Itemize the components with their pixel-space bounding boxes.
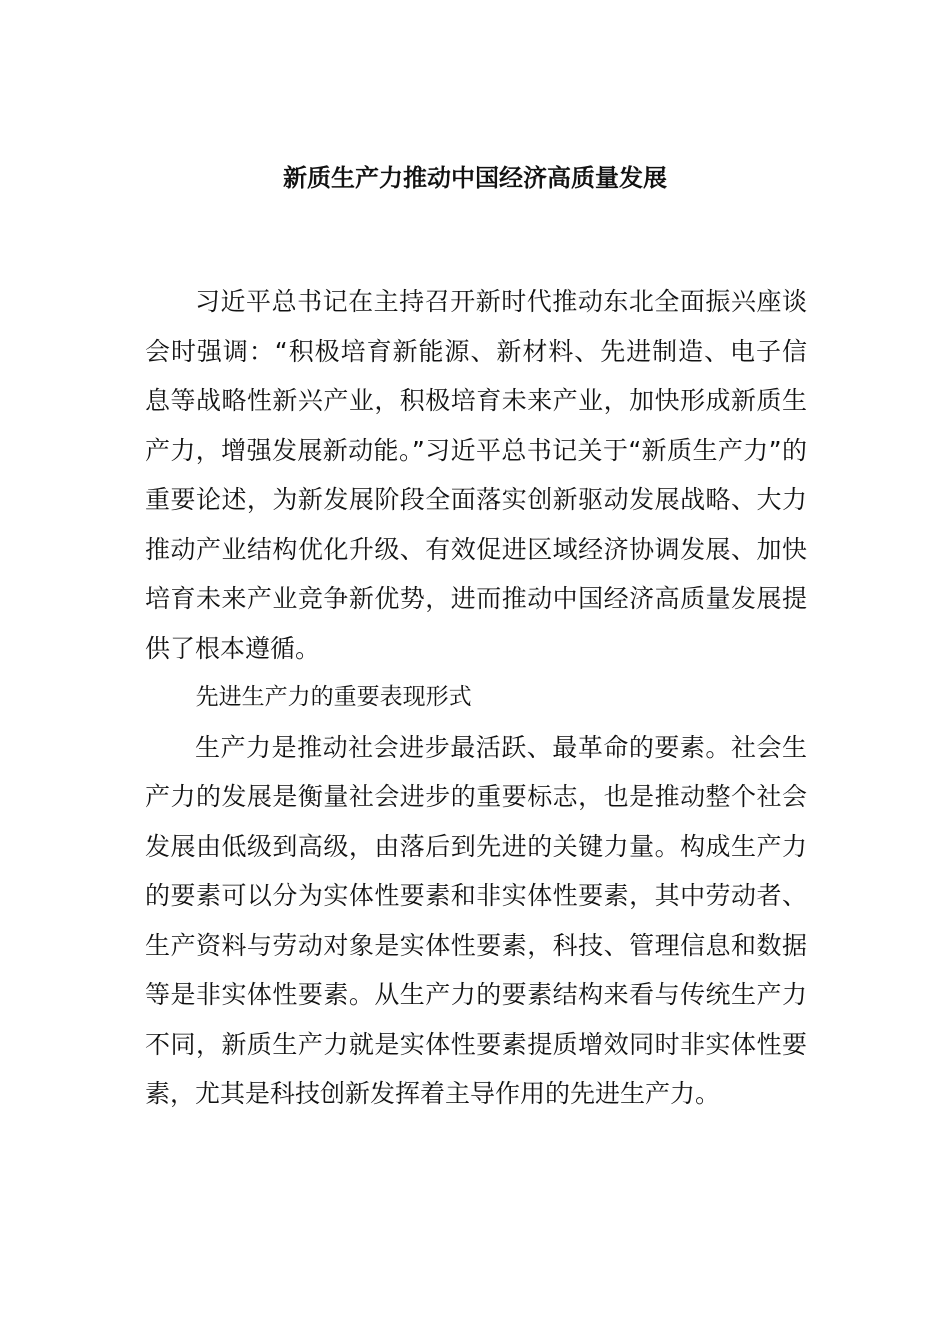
section-heading: 先进生产力的重要表现形式: [195, 684, 472, 710]
document-title: 新质生产力推动中国经济高质量发展: [283, 164, 667, 192]
paragraph-intro: 习近平总书记在主持召开新时代推动东北全面振兴座谈会时强调：“积极培育新能源、新材料、先进制造、电子信息等战略性新兴产业，积极培育未来产业，加快形成新质生产力，增强发展新动能。”习近平总书记关于“新质生产力”的重要论述，为新发展阶段全面落实创新驱动发展战略、大力推动产业结构优化升级、有效促进区域经济协调发展、加快培育未来产业竞争新优势，进而推动中国经济高质量发展提供了根本遵循。: [145, 287, 807, 663]
paragraph-productivity: 生产力是推动社会进步最活跃、最革命的要素。社会生产力的发展是衡量社会进步的重要标志，也是推动整个社会发展由低级到高级，由落后到先进的关键力量。构成生产力的要素可以分为实体性要素和非实体性要素，其中劳动者、生产资料与劳动对象是实体性要素，科技、管理信息和数据等是非实体性要素。从生产力的要素结构来看与传统生产力不同，新质生产力就是实体性要素提质增效同时非实体性要素，尤其是科技创新发挥着主导作用的先进生产力。: [145, 732, 807, 1108]
document-body: [145, 277, 807, 1119]
